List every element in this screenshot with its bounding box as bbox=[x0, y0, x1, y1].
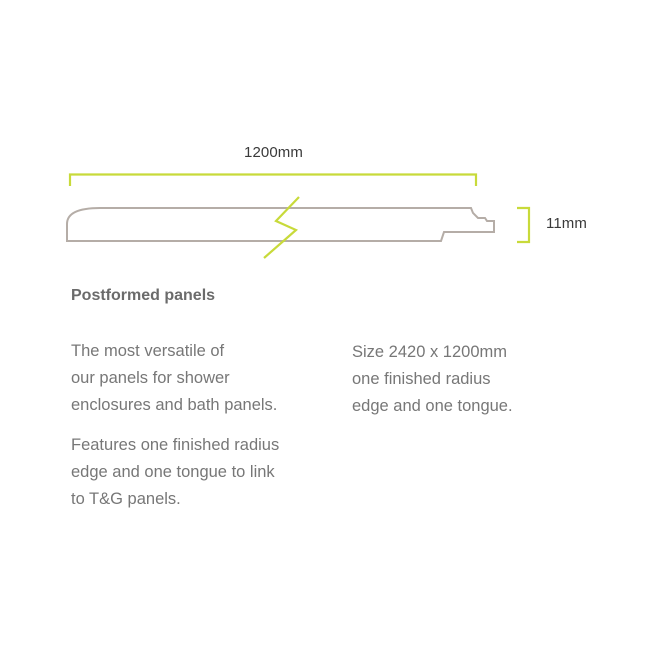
description-line: enclosures and bath panels. bbox=[71, 396, 278, 414]
features-line: Features one finished radius bbox=[71, 436, 280, 454]
specs-paragraph bbox=[352, 339, 513, 420]
width-dimension-bracket bbox=[70, 175, 476, 187]
description-paragraph bbox=[71, 338, 277, 419]
description-line: our panels for shower bbox=[71, 369, 230, 387]
features-line: to T&G panels. bbox=[71, 490, 181, 508]
thickness-dimension-bracket bbox=[517, 208, 529, 242]
features-paragraph bbox=[71, 432, 279, 513]
width-dimension-label: 1200mm bbox=[244, 144, 303, 161]
specs-line: one finished radius bbox=[352, 370, 491, 388]
section-heading: Postformed panels bbox=[71, 287, 216, 304]
thickness-dimension-label: 11mm bbox=[546, 215, 587, 232]
panel-profile-svg bbox=[0, 0, 660, 280]
panel-profile-diagram bbox=[0, 0, 660, 280]
features-line: edge and one tongue to link bbox=[71, 463, 275, 481]
specs-line: Size 2420 x 1200mm bbox=[352, 343, 508, 361]
specs-line: edge and one tongue. bbox=[352, 397, 513, 415]
panel-cross-section bbox=[67, 208, 494, 241]
description-line: The most versatile of bbox=[71, 342, 225, 360]
